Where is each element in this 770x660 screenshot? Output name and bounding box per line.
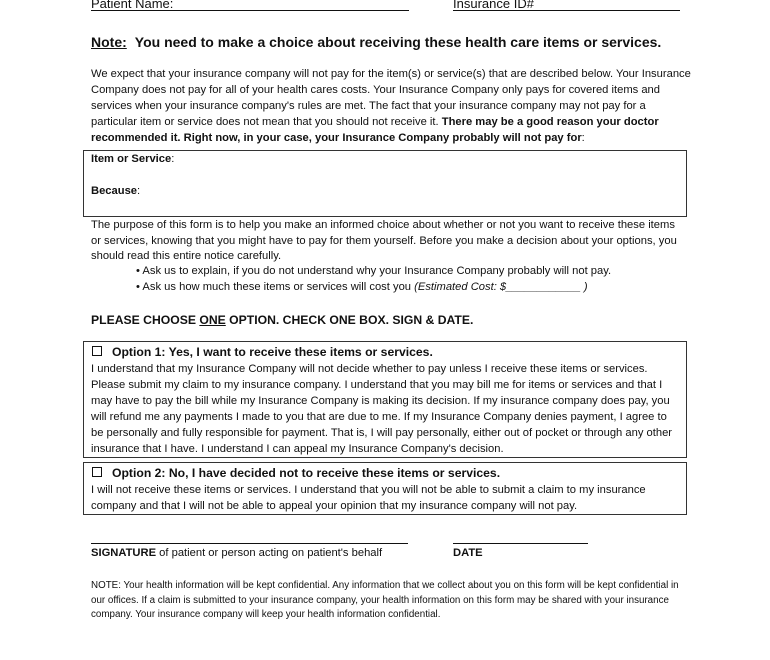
option1-title [92, 345, 433, 359]
date-field[interactable] [453, 543, 588, 544]
signature-label-bold: SIGNATURE [91, 547, 157, 559]
intro-text: We expect that your insurance company will not pay for the item(s) or service(s) that are described below. Your Insurance Company does not pay for all of your health cares costs. Your Insurance Company only pays for covered items and services when your insurance company's rules are met. The fact that your insurance company may not pay for a particular item or service does not mean that you should not receive it. [91, 68, 691, 128]
option2-title-text: Option 2: No, I have decided not to receive these items or services. [112, 466, 501, 480]
signature-label [91, 547, 382, 559]
intro-bold-text: There may be a good reason your doctor recommended it. Right now, in your case, your Insurance Company probably will not pay for [91, 116, 659, 144]
item-service-label [91, 153, 174, 165]
choose-post: OPTION. CHECK ONE BOX. SIGN & DATE. [225, 313, 474, 327]
note-heading [91, 34, 661, 50]
signature-field[interactable] [91, 543, 408, 544]
option2-text: I will not receive these items or services. I understand that you will not be able to submit a claim to my insurance company and that I will not be able to appeal your opinion that my insurance company will not pay. [91, 484, 646, 512]
intro-paragraph [91, 66, 691, 146]
choose-instruction [91, 313, 473, 327]
patient-name-label: Patient Name: [91, 0, 174, 11]
date-label: DATE [453, 547, 483, 559]
bullet-explain-text: Ask us to explain, if you do not understand why your Insurance Company probably will not pay. [142, 265, 612, 277]
note-label: Note: [91, 34, 127, 50]
option2-checkbox[interactable] [92, 467, 102, 477]
bullet-explain: • Ask us to explain, if you do not understand why your Insurance Company probably will not pay. [136, 265, 612, 277]
because-label-text: Because [91, 185, 138, 197]
insurance-id-label: Insurance ID# [453, 0, 534, 11]
choose-pre: PLEASE CHOOSE [91, 313, 200, 327]
purpose-paragraph: The purpose of this form is to help you make an informed choice about whether or not you want to receive these items or services, knowing that you might have to pay for them yourself. Before you make a decision about your options, you should read this entire notice carefully. [91, 219, 677, 262]
insurance-id-field[interactable] [453, 10, 680, 11]
option1-checkbox[interactable] [92, 346, 102, 356]
intro-end: : [581, 132, 585, 144]
bullet-cost: • Ask us how much these items or services will cost you (Estimated Cost: $____________ ) [136, 281, 588, 293]
item-service-label-text: Item or Service [91, 153, 172, 165]
note-text: You need to make a choice about receiving these health care items or services. [134, 34, 662, 50]
because-label [91, 185, 140, 197]
choose-one: ONE [199, 313, 226, 327]
option1-text: I understand that my Insurance Company will not decide whether to pay unless I receive these items or services. Please submit my claim to my insurance company. I understand that you may bill me for items or services and that I may have to pay the bill while my Insurance Company is making its decision. If my insurance company does pay, you will refund me any payments I made to you that are due to me. If my Insurance Company denies payment, I agree to be personally and fully responsible for payment. That is, I will pay personally, either out of pocket or through any other insurance that I have. I understand I can appeal my Insurance Company's decision. [91, 363, 673, 455]
bullet-cost-text: Ask us how much these items or services will cost you [142, 281, 412, 293]
item-service-field[interactable] [180, 152, 680, 170]
patient-name-field[interactable] [91, 10, 409, 11]
option1-title-text: Option 1: Yes, I want to receive these items or services. [112, 345, 433, 359]
option2-title [92, 466, 500, 480]
confidentiality-note: NOTE: Your health information will be kept confidential. Any information that we collect about you on this form will be kept confidential in our offices. If a claim is submitted to your insurance company, your health information on this form may be shared with your insurance company. Your insurance company will keep your health information confidential. [91, 580, 679, 620]
estimated-cost: (Estimated Cost: $____________ ) [414, 281, 588, 293]
because-field[interactable] [142, 184, 680, 212]
item-service-colon: : [171, 153, 175, 165]
because-colon: : [137, 185, 141, 197]
signature-label-rest: of patient or person acting on patient's behalf [156, 547, 383, 559]
